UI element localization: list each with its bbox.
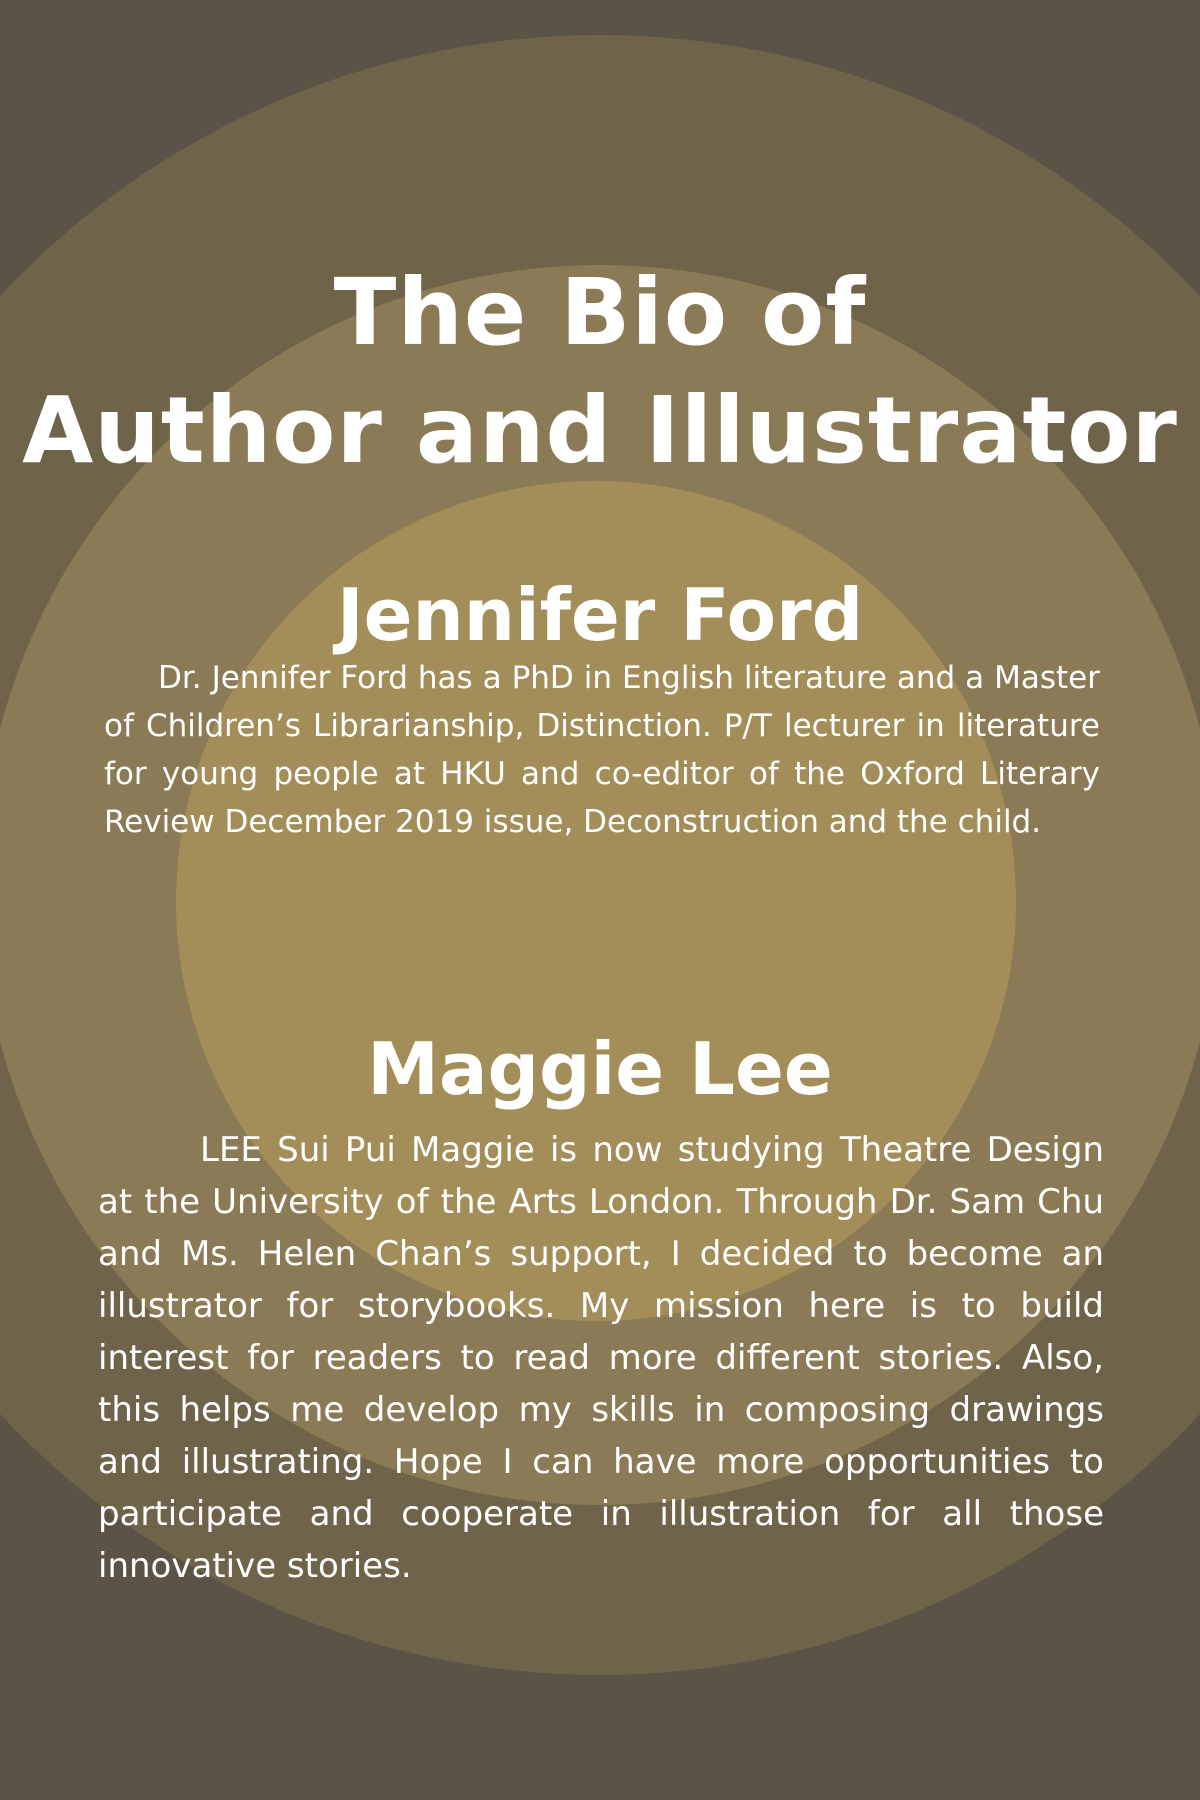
page-title-line-1: The Bio of bbox=[333, 258, 867, 366]
page-title-line-2: Author and Illustrator bbox=[22, 376, 1178, 484]
author-name-heading: Jennifer Ford bbox=[336, 572, 864, 657]
page-title bbox=[0, 254, 1200, 490]
illustrator-bio-text: LEE Sui Pui Maggie is now studying Theatre Design at the University of the Arts London. Through Dr. Sam Chu and Ms. Helen Chan’s support, I decided to become an illustrator for storybooks. My mission here is to build interest for readers to read more different stories. Also, this helps me develop my skills in composing drawings and illustrating. Hope I can have more opportunities to participate and cooperate in illustration for all those innovative stories. bbox=[98, 1130, 1104, 1586]
illustrator-bio bbox=[98, 1124, 1104, 1592]
author-bio-text: Dr. Jennifer Ford has a PhD in English literature and a Master of Children’s Librarianship, Distinction. P/T lecturer in literature for young people at HKU and co-editor of the Oxford Literary Review December 2019 issue, Deconstruction and the child. bbox=[104, 660, 1100, 840]
illustrator-name-heading: Maggie Lee bbox=[367, 1026, 833, 1111]
author-bio bbox=[104, 654, 1100, 846]
